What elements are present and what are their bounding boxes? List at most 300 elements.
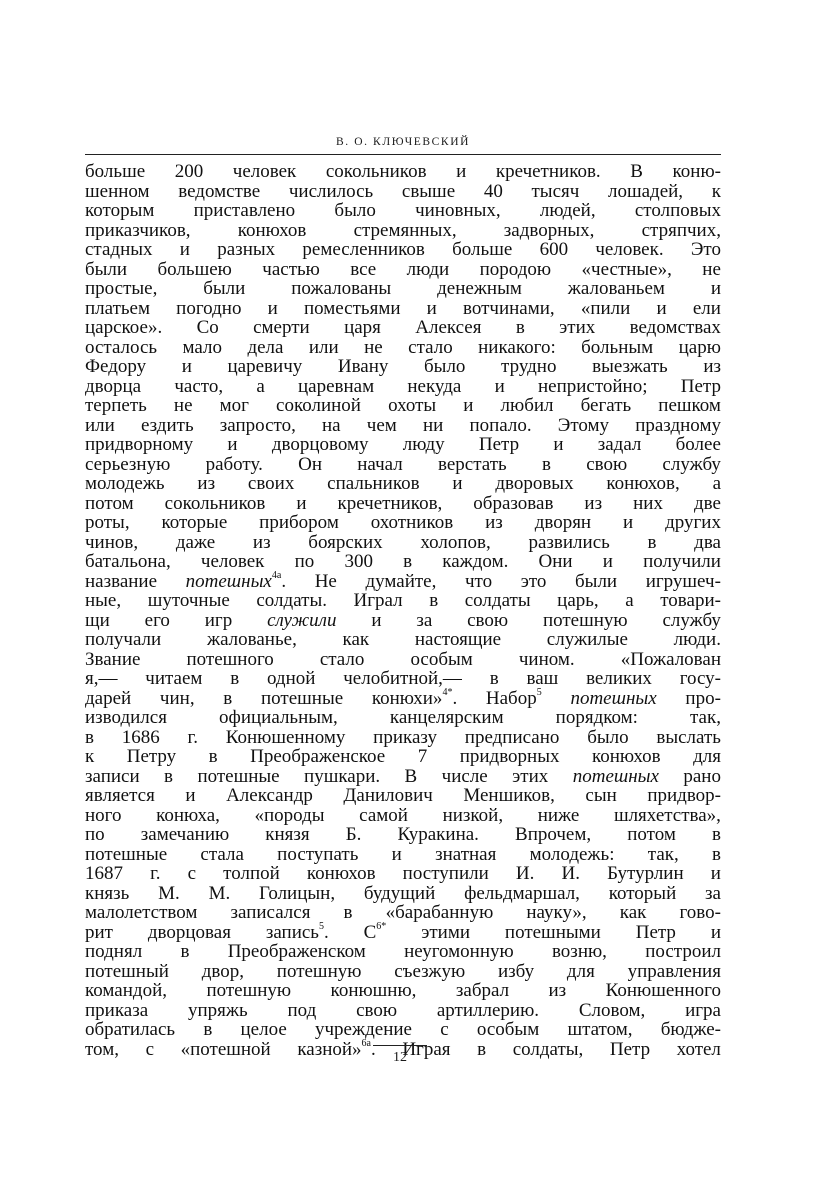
text-line (85, 884, 721, 904)
word: в (515, 317, 525, 338)
word: солдаты (464, 590, 531, 611)
word: чиновных, (415, 200, 501, 221)
word: в (230, 668, 240, 689)
word: на (322, 414, 341, 436)
word: попало. (469, 414, 532, 436)
word: терпеть (85, 395, 147, 416)
word: поступать (277, 843, 359, 865)
word: соколиной (276, 395, 361, 416)
text-line (85, 864, 721, 884)
word: больше (452, 239, 513, 260)
word: стала (200, 843, 244, 865)
word: в (541, 453, 551, 475)
word: и (391, 843, 402, 865)
word: потешных (570, 687, 657, 709)
word: и (296, 492, 307, 514)
word: потешные (261, 687, 344, 709)
word: люди (406, 258, 450, 280)
word: человек. (595, 239, 664, 260)
word: забрал (455, 980, 510, 1001)
word: учреждение (314, 1019, 412, 1040)
word: ниже (537, 804, 580, 826)
word: из (252, 531, 271, 553)
word: к (85, 746, 95, 767)
word: часто, (174, 375, 224, 397)
word: стадных (85, 239, 153, 260)
text-line (85, 182, 721, 202)
word: товари- (660, 590, 721, 611)
word: Набор$^5$ (485, 687, 542, 709)
text-line (85, 942, 721, 962)
word: чинов, (85, 531, 139, 553)
word: свою (586, 453, 628, 475)
word: игрушеч- (645, 570, 721, 592)
word: праздному (635, 414, 721, 436)
word: или (85, 414, 115, 436)
word: штатом, (567, 1019, 633, 1040)
word: не (173, 395, 193, 416)
word: стало (408, 336, 453, 358)
word: с (145, 1038, 154, 1060)
word: Преображенском (227, 941, 366, 962)
word: люду (402, 434, 445, 455)
word: том, (85, 1038, 119, 1060)
text-line (85, 377, 721, 397)
text-line (85, 494, 721, 514)
word: управления (627, 960, 721, 982)
word: запросто, (219, 414, 296, 436)
word: больным (581, 336, 654, 358)
word: под (287, 999, 317, 1021)
text-line (85, 240, 721, 260)
text-line (85, 299, 721, 319)
word: поднял (85, 941, 143, 962)
word: это (520, 570, 547, 592)
word: Преображенское (250, 746, 386, 767)
word: серьезную (85, 453, 171, 475)
word: официальным, (219, 707, 338, 728)
text-line (85, 318, 721, 338)
word: для (566, 960, 595, 982)
word: Это (690, 239, 721, 260)
word: конюхи»$^{4*}$. (371, 687, 458, 709)
word: 7 (417, 746, 428, 767)
word: Конюшенного (605, 980, 721, 1001)
word: царевичу (227, 356, 303, 377)
word: упряжь (187, 999, 248, 1021)
word: непристойно; (537, 375, 648, 397)
word: них (633, 492, 663, 514)
word: обратилась (85, 1019, 176, 1040)
word: Впрочем, (515, 824, 592, 845)
word: шенном (85, 180, 150, 202)
word: кречетников. (495, 161, 601, 182)
word: Конюшенному (225, 726, 346, 748)
word: Этому (557, 414, 610, 436)
word: и (710, 921, 721, 943)
word: получали (85, 629, 162, 650)
word: охоты (388, 395, 437, 416)
word: конюхов (306, 863, 376, 884)
word: Александр (226, 785, 313, 806)
text-line (85, 201, 721, 221)
word: в (647, 531, 657, 553)
word: и (227, 434, 238, 455)
word: ремесленников (302, 239, 425, 260)
text-line (85, 396, 721, 416)
word: или (308, 336, 339, 358)
word: приставлено (193, 200, 296, 221)
word: а (256, 375, 265, 397)
word: Голицын, (259, 882, 336, 904)
word: изводился (85, 707, 167, 728)
text-line (85, 806, 721, 826)
text-line (85, 533, 721, 553)
word: потешными (504, 921, 601, 943)
word: госу- (679, 668, 721, 689)
word: двор, (201, 960, 244, 982)
word: даже (175, 531, 216, 553)
text-line (85, 981, 721, 1001)
word: его (144, 609, 170, 631)
word: М. (158, 882, 180, 904)
word: «потешной (180, 1038, 271, 1060)
text-line (85, 338, 721, 358)
word: пешком (658, 395, 721, 416)
word: потом (627, 824, 676, 845)
word: возню, (551, 941, 607, 962)
word: Б. (345, 824, 362, 845)
word: ездить (140, 414, 194, 436)
word: дворцовому (271, 434, 369, 455)
word: были (203, 278, 246, 299)
footnote-marker: 6* (376, 921, 387, 933)
word: за (416, 609, 433, 631)
text-line (85, 611, 721, 631)
word: выезжать (592, 356, 668, 377)
word: своих (247, 473, 295, 494)
word: название (85, 570, 158, 592)
word: г. (187, 726, 198, 748)
word: щи (85, 609, 110, 631)
footnote-marker: 5 (318, 921, 324, 933)
word: поместьями (303, 297, 401, 319)
word: $С^{6*}$ (363, 921, 387, 943)
word: жалованье, (206, 629, 297, 650)
text-line (85, 689, 721, 709)
word: ведомстве (178, 180, 261, 202)
word: этими (421, 921, 471, 943)
word: в (203, 1019, 213, 1040)
word: и (456, 161, 467, 182)
word: дворян (534, 512, 592, 533)
word: Звание (85, 648, 141, 670)
word: конюхов, (606, 473, 680, 494)
word: так, (690, 707, 721, 728)
word: настоящие (414, 629, 502, 650)
word: солдаты. (256, 590, 327, 611)
word: конюхов (591, 746, 661, 767)
footnote-marker: 4* (442, 687, 453, 699)
word: царь, (557, 590, 599, 611)
word: «пили (580, 297, 631, 319)
word: хотел (676, 1038, 721, 1060)
word: стремянных, (353, 219, 457, 241)
word: великих (586, 668, 652, 689)
word: работу. (205, 453, 263, 475)
word: разных (217, 239, 276, 260)
word: дворца (85, 375, 142, 397)
word: свою (356, 999, 398, 1021)
word: ни (422, 414, 444, 436)
word: ного (85, 804, 122, 826)
word: больше (85, 161, 146, 182)
word: думайте, (365, 570, 437, 592)
word: как (342, 629, 370, 650)
word: развились (528, 531, 610, 553)
word: шляхетства», (613, 804, 721, 826)
word: стряпчих, (641, 219, 721, 241)
word: потешных$^{4а}$. (185, 570, 287, 592)
word: сын (585, 785, 617, 806)
word: порядком: (555, 707, 638, 728)
word: мог (219, 395, 249, 416)
header-rule (85, 154, 721, 155)
word: были (575, 570, 618, 592)
word: «Пожалован (620, 648, 721, 670)
word: потешного (186, 648, 274, 670)
word: и (426, 297, 437, 319)
text-line (85, 747, 721, 767)
word: предписано (464, 726, 560, 748)
word: из (197, 473, 216, 494)
word: более (675, 434, 721, 455)
word: придворному (85, 434, 194, 455)
word: потешную (542, 609, 628, 631)
word: все (350, 258, 377, 280)
text-line (85, 650, 721, 670)
word: в (403, 551, 413, 572)
body-text (85, 162, 721, 1059)
word: М. (208, 882, 231, 904)
word: Играя (402, 1038, 451, 1060)
word: этих (559, 317, 596, 338)
word: игра (685, 999, 721, 1021)
running-head: В. О. КЛЮЧЕВСКИЙ (335, 136, 471, 148)
word: платьем (85, 297, 151, 319)
word: в (180, 941, 190, 962)
word: Петр (478, 434, 520, 455)
word: а (625, 590, 634, 611)
word: было (334, 200, 376, 221)
word: 1687 (85, 863, 123, 884)
word: артиллерию. (436, 999, 540, 1021)
word: других (665, 512, 721, 533)
word: толпой (223, 863, 280, 884)
word: столповых (634, 200, 721, 221)
word: приказчиков, (85, 219, 191, 241)
word: построил (645, 941, 721, 962)
word: спальников (327, 473, 420, 494)
word: батальона, (85, 551, 171, 572)
text-line (85, 630, 721, 650)
word: и (710, 278, 721, 299)
text-line (85, 474, 721, 494)
footer-rule (373, 1045, 427, 1046)
word: чем (366, 414, 397, 436)
word: задворных, (503, 219, 595, 241)
word: потом (85, 492, 134, 514)
word: любил (500, 395, 554, 416)
word: некуда (407, 375, 462, 397)
word: «барабанную (385, 902, 494, 923)
word: солдаты, (512, 1038, 584, 1060)
word: тысяч (531, 180, 580, 202)
word: дворцовая (147, 921, 231, 943)
word: жалованьем (567, 278, 665, 299)
word: Ивану (337, 356, 389, 377)
word: Меншиков, (463, 785, 555, 806)
word: Бутурлин (607, 863, 684, 884)
text-line (85, 767, 721, 787)
word: получили (643, 551, 721, 572)
word: 200 (174, 161, 204, 182)
word: про- (685, 687, 721, 709)
word: командой, (85, 980, 167, 1001)
word: из (703, 356, 721, 377)
word: большею (157, 258, 232, 280)
word: сокольников (325, 161, 427, 182)
text-line (85, 279, 721, 299)
text-line (85, 728, 721, 748)
word: особым (410, 648, 473, 670)
word: было (587, 726, 629, 748)
word: низкой, (442, 804, 504, 826)
word: 1686 (121, 726, 160, 748)
word: потешный (85, 960, 169, 982)
word: каждом. (442, 551, 509, 572)
word: осталось (85, 336, 158, 358)
word: который (608, 882, 677, 904)
text-line (85, 708, 721, 728)
word: смерти (253, 317, 310, 338)
word: Данилович (343, 785, 433, 806)
word: с (440, 1019, 449, 1040)
word: частью (262, 258, 320, 280)
word: в (712, 843, 721, 865)
word: холопов, (420, 531, 491, 553)
word: самой (359, 804, 408, 826)
word: 600 (539, 239, 569, 260)
word: два (694, 531, 721, 553)
word: и (494, 375, 505, 397)
text-line (85, 962, 721, 982)
word: является (85, 785, 155, 806)
word: в (164, 765, 174, 787)
text-line (85, 572, 721, 592)
word: Петр (609, 1038, 651, 1060)
word: чином. (518, 648, 575, 670)
word: коню- (672, 161, 721, 182)
word: Не (314, 570, 337, 592)
word: свою (467, 609, 509, 631)
footnote-marker: 5 (536, 687, 542, 699)
word: в (711, 824, 721, 845)
word: приказу (373, 726, 437, 748)
word: и (656, 297, 667, 319)
word: в (429, 590, 439, 611)
word: молодежь (85, 473, 165, 494)
text-line (85, 903, 721, 923)
text-line (85, 260, 721, 280)
word: Петру (126, 746, 177, 767)
word: читаем (145, 668, 203, 689)
word: Петр (680, 375, 721, 397)
word: в (223, 687, 233, 709)
word: особым (476, 1019, 540, 1040)
word: и (710, 863, 721, 884)
word: ваш (526, 668, 559, 689)
word: прибором (259, 512, 339, 533)
word: рано (683, 765, 721, 787)
word: Федору (85, 356, 147, 377)
page-number: 12 (393, 1050, 407, 1065)
word: Петр (635, 921, 676, 943)
word: потешную (206, 980, 292, 1001)
word: службу (662, 609, 721, 631)
word: рит (85, 921, 113, 943)
word: не (702, 258, 721, 280)
word: царское». (85, 317, 163, 338)
word: потешные (85, 843, 168, 865)
word: запись$^5$. (265, 921, 329, 943)
word: чин, (159, 687, 195, 709)
word: фельдмаршал, (464, 882, 580, 904)
text-line (85, 435, 721, 455)
word: по (294, 551, 315, 572)
word: числе (441, 765, 488, 787)
word: И. (515, 863, 535, 884)
text-line (85, 416, 721, 436)
word: что (464, 570, 493, 592)
word: простые, (85, 278, 158, 299)
word: конюхов (237, 219, 307, 241)
word: царевнам (297, 375, 375, 397)
word: дела (247, 336, 284, 358)
word: с (187, 863, 197, 884)
word: людей, (539, 200, 596, 221)
word: ели (692, 297, 721, 319)
word: по (85, 824, 105, 845)
word: В (404, 765, 418, 787)
word: 300 (344, 551, 373, 572)
word: и (602, 551, 613, 572)
word: человек (232, 161, 297, 182)
word: записался (230, 902, 311, 923)
word: кречетников, (337, 492, 443, 514)
word: И. (561, 863, 580, 884)
word: поступили (402, 863, 489, 884)
word: которые (161, 512, 228, 533)
word: не (364, 336, 383, 358)
word: г. (150, 863, 161, 884)
word: гово- (679, 902, 721, 923)
word: в (85, 726, 94, 748)
word: было (424, 356, 466, 377)
word: Он (298, 453, 322, 475)
word: вотчинами, (463, 297, 555, 319)
word: охотников (370, 512, 454, 533)
